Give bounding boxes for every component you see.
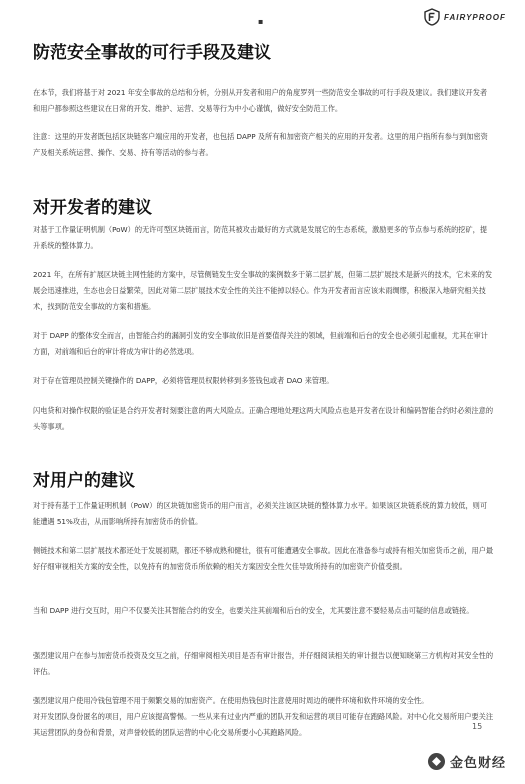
watermark bbox=[428, 752, 506, 771]
shield-logo-icon bbox=[424, 8, 440, 26]
user-paragraph-2: 侧链技术和第二层扩展技术都还处于发展初期，都还不够成熟和健壮，很有可能遭遇安全事故。因此在准备参与或持有相关加密货币之前，用户最好仔细审视相关方案的安全性，以免持有的加密货币所依赖的相关方案因安全性欠佳导致所持有的加密资产价值受损。 bbox=[33, 546, 494, 571]
user-paragraph-6: 对开发团队身份匿名的项目，用户应该提高警惕。一些从来有过业内严重的团队开发和运营的项目可能存在跑路风险。对中心化交易所用户要关注其运营团队的身份和背景，对声誉较低的团队运营的中心化交易所要小心其跑路风险。 bbox=[33, 712, 494, 737]
developer-heading: 对开发者的建议 bbox=[33, 198, 152, 218]
dev-paragraph-2: 2021 年，在所有扩展区块链主网性能的方案中，尽管侧链发生安全事故的案例数多于第二层扩展，但第二层扩展技术是新兴的技术，它未来的发展会迅速推进，生态也会日益繁荣，因此对第二层扩展技术安全性的关注不能掉以轻心。作为开发者而言应该未雨绸缪，积极深入地研究相关技术，找到防范安全事故的方案和措施。 bbox=[33, 270, 493, 311]
fairyproof-logo bbox=[424, 8, 506, 26]
dev-paragraph-3: 对于 DAPP 的整体安全而言，由智能合约的漏洞引发的安全事故依旧是首要值得关注的领域，但前端和后台的安全也必须引起重视，尤其在审计方面，对前端和后台的审计将成为审计的必然选项。 bbox=[33, 331, 488, 356]
user-paragraph-3: 当和 DAPP 进行交互时，用户不仅要关注其智能合约的安全，也要关注其前端和后台的安全，尤其要注意不要轻易点击可疑的信息或链接。 bbox=[33, 606, 474, 615]
dev-paragraph-5: 闪电贷和对操作权限的验证是合约开发者时刻要注意的两大风险点。正确合理地处理这两大风险点也是开发者在设计和编码智能合约时必须注意的头等事项。 bbox=[33, 406, 494, 431]
top-marker: ▪ bbox=[258, 17, 264, 26]
brand-name: FAIRYPROOF bbox=[444, 12, 506, 22]
user-paragraph-1: 对于持有基于工作量证明机制（PoW）的区块链加密货币的用户而言，必须关注该区块链的整体算力水平。如果该区块链系统的算力较低，则可能遭遇 51%攻击，从而影响所持有加密货币的价值。 bbox=[33, 501, 488, 526]
watermark-logo-icon bbox=[428, 753, 445, 770]
user-paragraph-5: 强烈建议用户使用冷钱包管理不用于频繁交易的加密资产。在使用热钱包时注意使用时周边的硬件环境和软件环境的安全性。 bbox=[33, 696, 429, 705]
user-paragraph-4: 强烈建议用户在参与加密货币投资及交互之前，仔细审阅相关项目是否有审计报告，并仔细阅读相关的审计报告以便知晓第三方机构对其安全性的评估。 bbox=[33, 651, 494, 676]
main-heading: 防范安全事故的可行手段及建议 bbox=[33, 43, 271, 63]
dev-paragraph-4: 对于存在管理员控制关键操作的 DAPP，必须将管理员权限转移到多签钱包或者 DAO 来管理。 bbox=[33, 376, 334, 385]
dev-paragraph-1: 对基于工作量证明机制（PoW）的无许可型区块链而言，防范其被攻击最好的方式就是发展它的生态系统，激励更多的节点参与系统的挖矿，提升系统的整体算力。 bbox=[33, 225, 488, 250]
note-paragraph: 注意：这里的开发者既包括区块链客户端应用的开发者，也包括 DAPP 及所有和加密资产相关的应用的开发者。这里的用户指所有参与到加密资产及相关系统运营、操作、交易、持有等活动的参与者。 bbox=[33, 132, 488, 157]
user-heading: 对用户的建议 bbox=[33, 471, 135, 491]
page-number: 15 bbox=[472, 722, 483, 731]
intro-paragraph: 在本节，我们将基于对 2021 年安全事故的总结和分析，分别从开发者和用户的角度罗列一些防范安全事故的可行手段及建议。我们建议开发者和用户都参照这些建议在日常的开发、维护、运营、交易等行为中小心谨慎，做好安全防范工作。 bbox=[33, 88, 488, 113]
watermark-text: 金色财经 bbox=[450, 756, 507, 771]
